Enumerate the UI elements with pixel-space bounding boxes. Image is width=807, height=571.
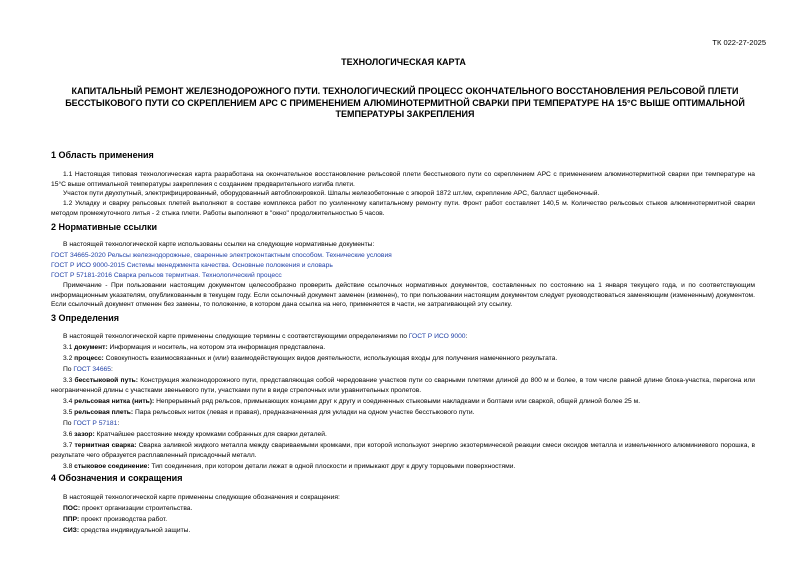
abbreviation-item (63, 504, 767, 514)
term-number: 3.6 (63, 431, 73, 438)
section-4-intro: В настоящей технологической карте применены следующие обозначения и сокращения: (63, 494, 340, 501)
term-number: 3.3 (63, 377, 73, 384)
abbreviation-definition: проект организации строительства. (81, 505, 193, 512)
term-definition: Сварка заливкой жидкого металла между свариваемыми кромками, при которой используют энергию экзотермической реакции смеси оксидов металла и измельченного алюминиевого порошка, в результате чего образуется расплавленный присадочный металл. (51, 442, 756, 459)
section-2-intro: В настоящей технологической карте использованы ссылки на следующие нормативные документы: (63, 241, 375, 248)
term-definition: Непрерывный ряд рельсов, примыкающих концами друг к другу и соединенных стыковыми накладками и болтами или сваркой, общей длиной более 25 м. (156, 398, 641, 405)
term-definition: Совокупность взаимосвязанных и (или) взаимодействующих видов деятельности, использующая входы для получения намеченного результата. (105, 355, 558, 362)
term-number: 3.1 (63, 344, 73, 351)
intro-text: В настоящей технологической карте применены следующие термины с соответствующими определениями по (63, 333, 407, 340)
section-3-intro (63, 332, 767, 342)
section-2-heading: 2 Нормативные ссылки (51, 222, 157, 232)
term-name: зазор: (74, 431, 95, 438)
definition-3-5 (63, 408, 767, 418)
term-number: 3.2 (63, 355, 73, 362)
source-prefix: По (63, 366, 72, 373)
definition-3-8 (63, 462, 767, 472)
section-4-heading: 4 Обозначения и сокращения (51, 473, 183, 483)
section-1-heading: 1 Область применения (51, 150, 154, 160)
term-name: бесстыковой путь: (74, 377, 138, 384)
gost-34665-link[interactable]: ГОСТ 34665 (73, 366, 111, 373)
document-title: ТЕХНОЛОГИЧЕСКАЯ КАРТА (341, 57, 466, 67)
term-definition: Конструкция железнодорожного пути, представляющая собой чередование участков пути со сварными плетями длиной до 800 м и более, в том числе равной длине блока-участка, перегона или неограниченной длины с участками звеньевого пути, участками пути в виде стрелочных или уравнительных пролетов. (51, 377, 756, 394)
reference-link[interactable]: ГОСТ Р 57181-2016 Сварка рельсов термитная. Технологический процесс (51, 272, 282, 279)
term-name: рельсовая нитка (нить): (74, 398, 155, 405)
document-subtitle: КАПИТАЛЬНЫЙ РЕМОНТ ЖЕЛЕЗНОДОРОЖНОГО ПУТИ. ТЕХНОЛОГИЧЕСКИЙ ПРОЦЕСС ОКОНЧАТЕЛЬНОГО ВОССТАНОВЛЕНИЯ РЕЛЬСОВОЙ ПЛЕТИ БЕССТЫКОВОГО ПУТИ СО СКРЕПЛЕНИЕМ АРС С ПРИМЕНЕНИЕМ АЛЮМИНОТЕРМИТНОЙ СВАРКИ ПРИ ТЕМПЕРАТУРЕ НА 15°С ВЫШЕ ОПТИМАЛЬНОЙ ТЕМПЕРАТУРЫ ЗАКРЕПЛЕНИЯ (65, 86, 745, 119)
term-definition: Кратчайшее расстояние между кромками собранных для сварки деталей. (96, 431, 327, 438)
term-name: рельсовая плеть: (74, 409, 134, 416)
definition-3-4 (63, 397, 767, 407)
definition-3-3 (51, 376, 755, 395)
reference-link[interactable]: ГОСТ Р ИСО 9000-2015 Системы менеджмента качества. Основные положения и словарь (51, 262, 333, 269)
abbreviation-term: ППР: (63, 516, 80, 523)
abbreviation-item (63, 526, 767, 536)
abbreviation-definition: проект производства работ. (81, 516, 168, 523)
term-number: 3.8 (63, 463, 73, 470)
gost-57181-link[interactable]: ГОСТ Р 57181 (73, 420, 118, 427)
reference-link[interactable]: ГОСТ 34665-2020 Рельсы железнодорожные, сваренные электроконтактным способом. Технические условия (51, 252, 392, 259)
section-1-paragraph-2: Участок пути двухпутный, электрифицированный, оборудованный автоблокировкой. Шпалы железобетонные с эпюрой 1872 шт./км, скрепление АРС, балласт щебеночный. (63, 190, 600, 197)
definition-3-2 (63, 354, 767, 364)
term-definition: Информация и носитель, на котором эта информация представлена. (109, 344, 326, 351)
iso-9000-link[interactable]: ГОСТ Р ИСО 9000 (408, 333, 466, 340)
term-name: стыковое соединение: (74, 463, 150, 470)
source-colon: : (117, 420, 120, 427)
abbreviation-term: СИЗ: (63, 527, 80, 534)
term-number: 3.4 (63, 398, 73, 405)
term-definition: Тип соединения, при котором детали лежат в одной плоскости и примыкают друг к другу торцовыми поверхностями. (151, 463, 516, 470)
document-code: ТК 022-27-2025 (712, 38, 766, 47)
abbreviation-item (63, 515, 767, 525)
abbreviation-definition: средства индивидуальной защиты. (80, 527, 191, 534)
term-name: термитная сварка: (74, 442, 137, 449)
section-3-heading: 3 Определения (51, 313, 119, 323)
source-colon: : (110, 366, 113, 373)
term-name: процесс: (74, 355, 104, 362)
definition-3-7 (51, 441, 755, 460)
term-number: 3.7 (63, 442, 73, 449)
intro-colon: : (465, 333, 468, 340)
source-gost-34665 (63, 365, 767, 375)
section-1-paragraph-3: 1.2 Укладку и сварку рельсовых плетей выполняют в составе комплекса работ по усиленному капитальному ремонту пути. Фронт работ составляет 140,5 м. Количество рельсовых стыков алюминотермитной сварки методом промежуточного литья - 2 стыка плети. Работы выполняют в "окно" продолжительностью 5 часов. (51, 200, 755, 217)
term-definition: Пара рельсовых ниток (левая и правая), предназначенная для укладки на одном участке бесстыкового пути. (134, 409, 475, 416)
section-2-note: Примечание - При пользовании настоящим документом целесообразно проверить действие ссылочных нормативных документов, составленных по состоянию на 1 января текущего года, и по соответствующим информационным указателям, опубликованным в текущем году. Если ссылочный документ заменен (изменен), то при пользовании настоящим документом следует руководствоваться заменяющим (измененным) документом. Если ссылочный документ отменен без замены, то положение, в котором дана ссылка на него, применяется в части, не затрагивающей эту ссылку. (51, 282, 755, 308)
source-gost-57181 (63, 419, 767, 429)
section-1-paragraph-1: 1.1 Настоящая типовая технологическая карта разработана на окончательное восстановление рельсовой плети бесстыкового пути со скреплением АРС с применением алюминотермитной сварки при температуре на 15°С выше оптимальной температуры закрепления с созданием предварительного изгиба плети. (51, 171, 755, 188)
definition-3-6 (63, 430, 767, 440)
abbreviation-term: ПОС: (63, 505, 81, 512)
definition-3-1 (63, 343, 767, 353)
term-name: документ: (74, 344, 108, 351)
term-number: 3.5 (63, 409, 73, 416)
source-prefix: По (63, 420, 72, 427)
